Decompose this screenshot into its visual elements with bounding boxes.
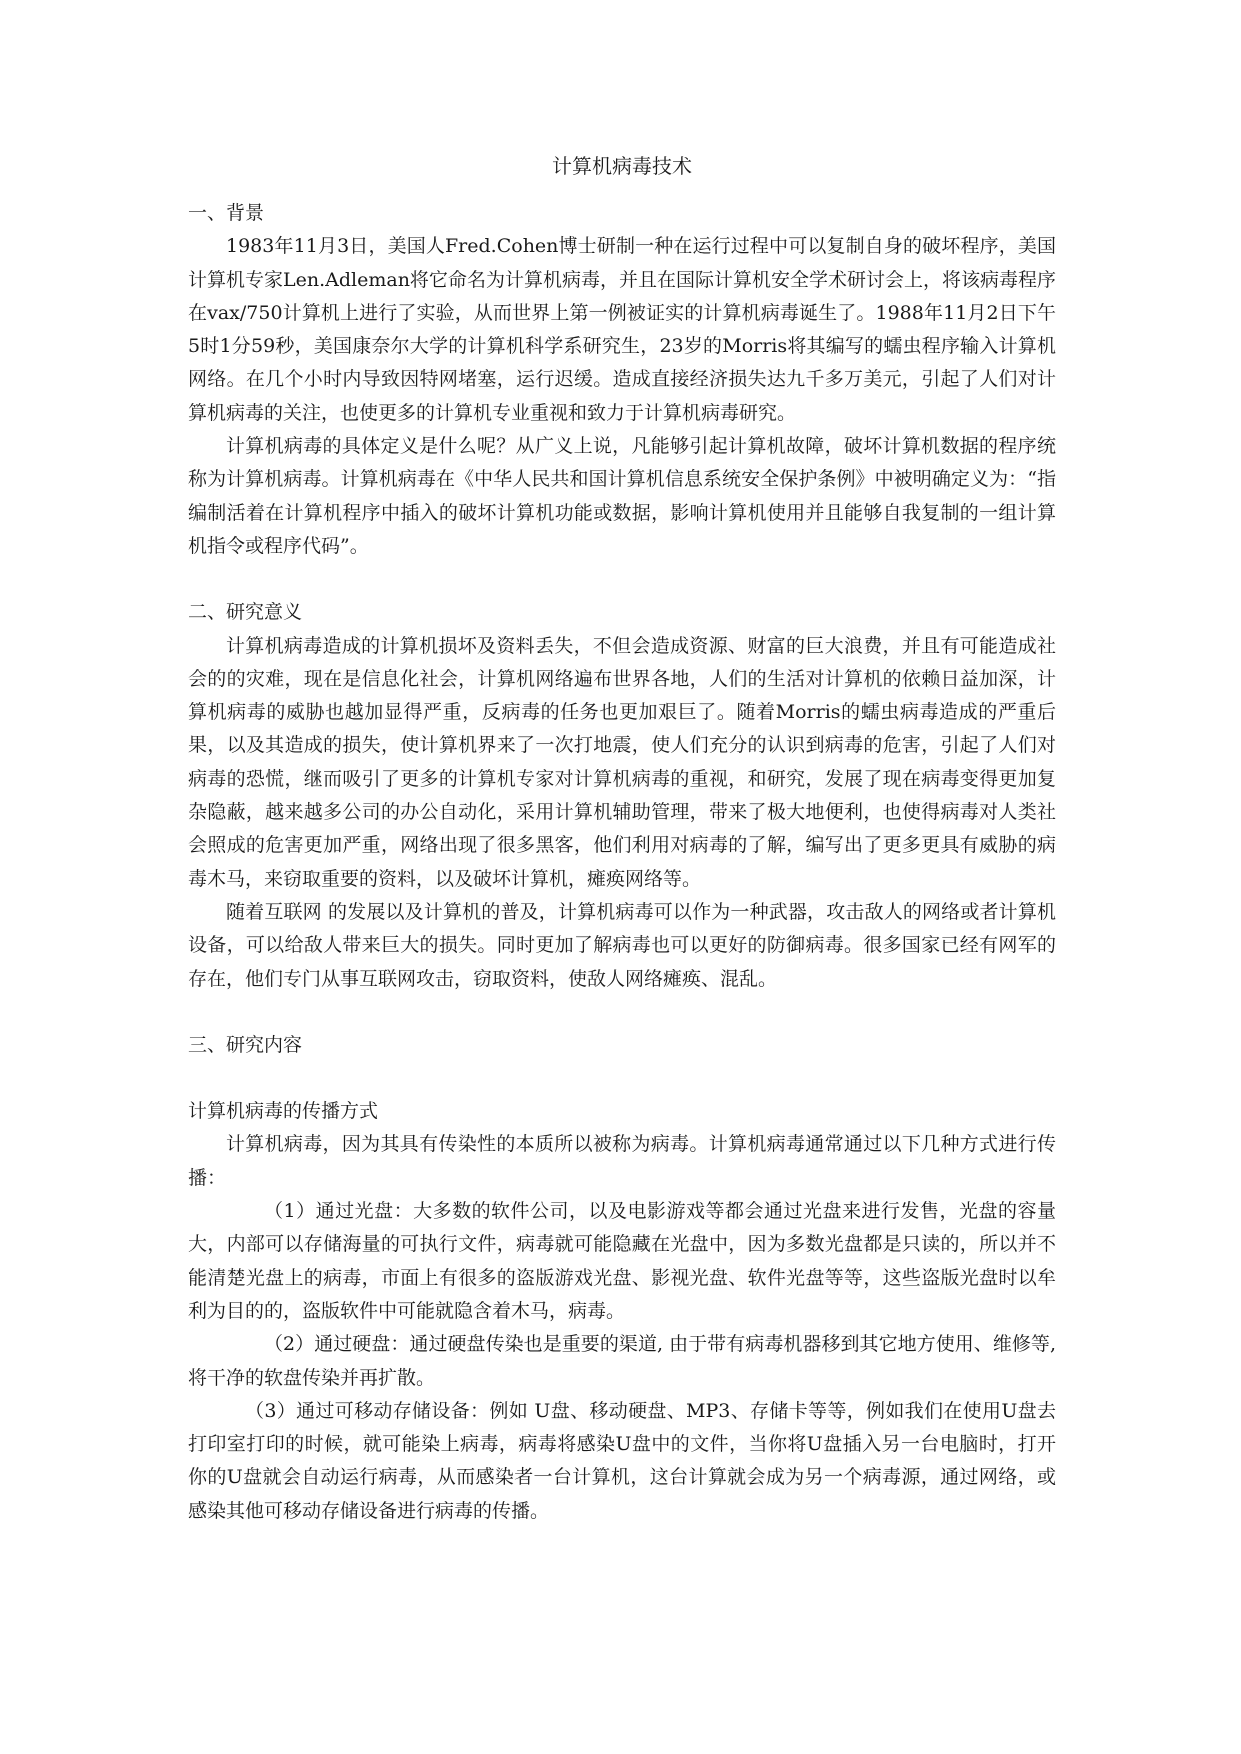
document-page [188,140,1056,1528]
paragraph-background-history: 1983年11月3日，美国人Fred.Cohen博士研制一种在运行过程中可以复制自身的破坏程序，美国计算机专家Len.Adleman将它命名为计算机病毒，并且在国际计算机安全学术研讨会上，将该病毒程序在vax/750计算机上进行了实验，从而世界上第一例被证实的计算机病毒诞生了。1988年11月2日下午5时1分59秒，美国康奈尔大学的计算机科学系研究生，23岁的Morris将其编写的蠕虫程序输入计算机网络。在几个小时内导致因特网堵塞，运行迟缓。造成直接经济损失达九千多万美元，引起了人们对计算机病毒的关注，也使更多的计算机专业重视和致力于计算机病毒研究。 [188,235,1056,424]
subheading-propagation: 计算机病毒的传播方式 [188,1100,379,1123]
section-heading-significance: 二、研究意义 [188,601,303,624]
document-title: 计算机病毒技术 [552,154,692,178]
list-item-removable-storage: （3）通过可移动存储设备：例如 U盘、移动硬盘、MP3、存储卡等等，例如我们在使用U盘去打印室打印的时候，就可能染上病毒，病毒将感染U盘中的文件，当你将U盘插入另一台电脑时，打开你的U盘就会自动运行病毒，从而感染者一台计算机，这台计算就会成为另一个病毒源，通过网络，或感染其他可移动存储设备进行病毒的传播。 [188,1399,1056,1522]
paragraph-virus-definition: 计算机病毒的具体定义是什么呢？从广义上说，凡能够引起计算机故障，破坏计算机数据的程序统称为计算机病毒。计算机病毒在《中华人民共和国计算机信息系统安全保护条例》中被明确定义为：“指编制活着在计算机程序中插入的破坏计算机功能或数据，影响计算机使用并且能够自我复制的一组计算机指令或程序代码”。 [188,435,1056,557]
section-gap [188,996,1056,1029]
list-item-hard-disk: （2）通过硬盘：通过硬盘传染也是重要的渠道, 由于带有病毒机器移到其它地方使用、维修等, 将干净的软盘传染并再扩散。 [188,1333,1056,1389]
list-item-optical-disc: （1）通过光盘：大多数的软件公司，以及电影游戏等都会通过光盘来进行发售，光盘的容量大，内部可以存储海量的可执行文件，病毒就可能隐藏在光盘中，因为多数光盘都是只读的，所以并不能清楚光盘上的病毒，市面上有很多的盗版游戏光盘、影视光盘、软件光盘等等，这些盗版光盘时以牟利为目的的，盗版软件中可能就隐含着木马，病毒。 [188,1200,1056,1322]
paragraph-significance-impact: 计算机病毒造成的计算机损坏及资料丢失，不但会造成资源、财富的巨大浪费，并且有可能造成社会的的灾难，现在是信息化社会，计算机网络遍布世界各地，人们的生活对计算机的依赖日益加深，计算机病毒的威胁也越加显得严重，反病毒的任务也更加艰巨了。随着Morris的蠕虫病毒造成的严重后果，以及其造成的损失，使计算机界来了一次打地震，使人们充分的认识到病毒的危害，引起了人们对病毒的恐慌，继而吸引了更多的计算机专家对计算机病毒的重视，和研究，发展了现在病毒变得更加复杂隐蔽，越来越多公司的办公自动化，采用计算机辅助管理，带来了极大地便利，也使得病毒对人类社会照成的危害更加严重，网络出现了很多黑客，他们利用对病毒的了解，编写出了更多更具有威胁的病毒木马，来窃取重要的资料，以及破坏计算机，瘫痪网络等。 [188,634,1056,890]
paragraph-significance-weapon: 随着互联网 的发展以及计算机的普及，计算机病毒可以作为一种武器，攻击敌人的网络或者计算机设备，可以给敌人带来巨大的损失。同时更加了解病毒也可以更好的防御病毒。很多国家已经有网军的存在，他们专门从事互联网攻击，窃取资料，使敌人网络瘫痪、混乱。 [188,900,1056,990]
section-gap [188,563,1056,596]
section-heading-content: 三、研究内容 [188,1033,303,1056]
paragraph-propagation-intro: 计算机病毒，因为其具有传染性的本质所以被称为病毒。计算机病毒通常通过以下几种方式进行传播： [188,1133,1056,1189]
section-gap [188,1062,1056,1095]
section-heading-background: 一、背景 [188,202,265,224]
